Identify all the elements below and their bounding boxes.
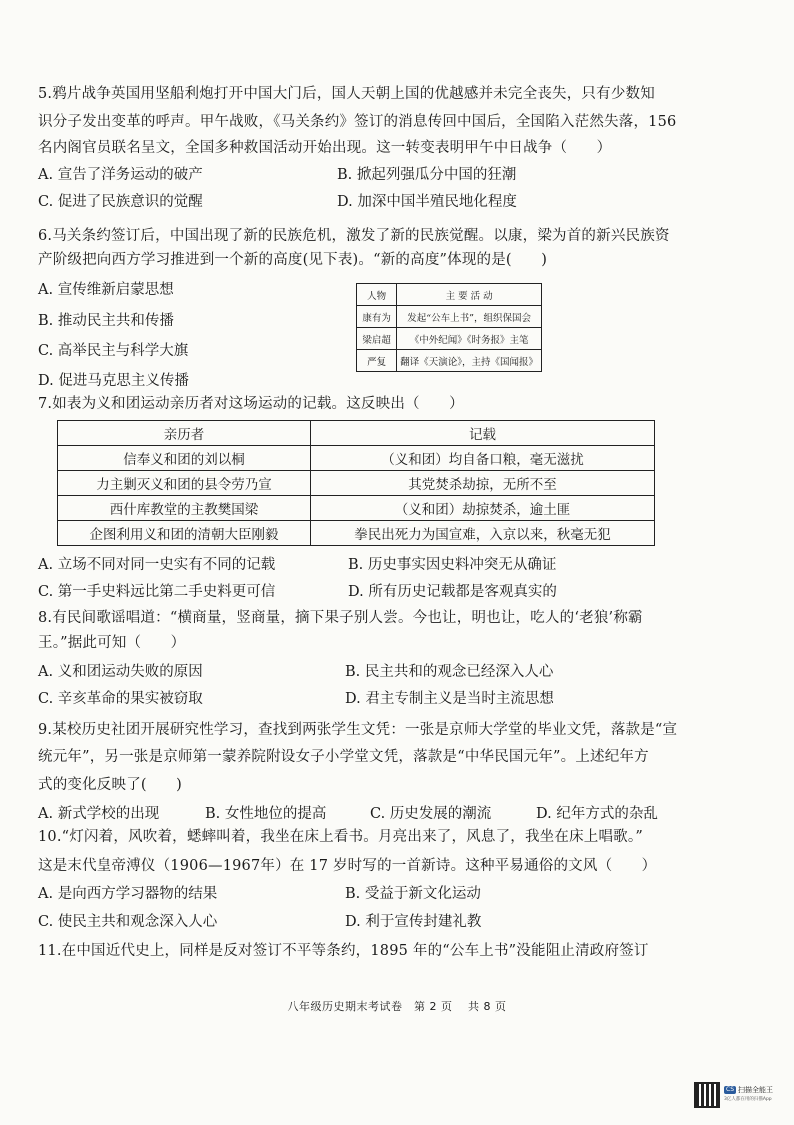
table-cell: （义和团）均自备口粮，毫无滋扰 [311,446,655,471]
q5-stem-line-2: 识分子发出变革的呼声。甲午战败，《马关条约》签订的消息传回中国后，全国陷入茫然失落，156 [38,114,677,130]
q8-option-d: D. 君主专制主义是当时主流思想 [345,691,554,707]
table-cell: （义和团）劫掠焚杀，逾土匪 [311,496,655,521]
watermark-subtitle: 3亿人都在用的扫描App [724,1097,772,1102]
table-cell: 力主剿灭义和团的县令劳乃宣 [58,471,311,496]
q8-option-b: B. 民主共和的观念已经深入人心 [345,664,554,680]
q7-option-d: D. 所有历史记载都是客观真实的 [348,584,557,600]
table-cell: 翻译《天演论》，主持《国闻报》 [397,350,542,372]
table-cell: 其党焚杀劫掠，无所不至 [311,471,655,496]
table-row [357,306,542,328]
q6-option-c: C. 高举民主与科学大旗 [38,343,189,359]
q5-option-d: D. 加深中国半殖民地化程度 [337,194,517,210]
q7-option-c: C. 第一手史料远比第二手史料更可信 [38,584,276,600]
q8-option-c: C. 辛亥革命的果实被窃取 [38,691,203,707]
q5-option-a: A. 宣告了洋务运动的破产 [38,167,203,183]
table-row [58,446,655,471]
camscanner-logo-icon: CS [726,1086,734,1093]
q6-option-a: A. 宣传维新启蒙思想 [38,282,174,298]
table-cell: 梁启超 [357,328,397,350]
q11-stem-line-1: 11.在中国近代史上，同样是反对签订不平等条约，1895 年的“公车上书”没能阻止清政府签订 [38,943,649,959]
table-row [58,471,655,496]
table-cell: 企图利用义和团的清朝大臣刚毅 [58,521,311,546]
q7-stem: 7.如表为义和团运动亲历者对这场运动的记载。这反映出（ ） [38,396,464,412]
q5-option-b: B. 掀起列强瓜分中国的狂潮 [337,167,517,183]
q10-option-c: C. 使民主共和观念深入人心 [38,914,218,930]
q7-table [57,420,655,546]
table-header-row [357,284,542,306]
watermark-brand: 扫描全能王 [738,1086,773,1094]
table-cell: 西什库教堂的主教樊国梁 [58,496,311,521]
q6-stem-line-1: 6.马关条约签订后，中国出现了新的民族危机，激发了新的民族觉醒。以康，梁为首的新兴民族资 [38,228,670,244]
q9-option-a: A. 新式学校的出现 [38,806,160,822]
q5-option-c: C. 促进了民族意识的觉醒 [38,194,203,210]
q5-stem-line-3: 名内阁官员联名呈文，全国多种救国活动开始出现。这一转变表明甲午中日战争（ ） [38,140,612,156]
q6-option-b: B. 推动民主共和传播 [38,313,174,329]
q10-option-d: D. 利于宣传封建礼教 [345,914,482,930]
table-header-cell: 亲历者 [58,421,311,446]
table-header-cell: 主 要 活 动 [397,284,542,306]
q9-stem-line-2: 统元年”，另一张是京师第一蒙养院附设女子小学堂文凭，落款是“中华民国元年”。上述纪年方 [38,749,649,765]
q10-stem-line-1: 10.“灯闪着，风吹着，蟋蟀叫着，我坐在床上看书。月亮出来了，风息了，我坐在床上唱歌。” [38,829,643,845]
q9-stem-line-1: 9.某校历史社团开展研究性学习，查找到两张学生文凭：一张是京师大学堂的毕业文凭，落款是“宣 [38,722,678,738]
table-row [58,496,655,521]
table-cell: 拳民出死力为国宣难，入京以来，秋毫无犯 [311,521,655,546]
q9-option-b: B. 女性地位的提高 [205,806,327,822]
table-header-cell: 人物 [357,284,397,306]
q10-option-a: A. 是向西方学习器物的结果 [38,886,218,902]
q8-option-a: A. 义和团运动失败的原因 [38,664,203,680]
q9-option-c: C. 历史发展的潮流 [370,806,492,822]
qr-code-icon [694,1082,720,1108]
q6-option-d: D. 促进马克思主义传播 [38,373,189,389]
q7-option-a: A. 立场不同对同一史实有不同的记载 [38,557,276,573]
q5-stem-line-1: 5.鸦片战争英国用坚船利炮打开中国大门后，国人天朝上国的优越感并未完全丧失，只有少数知 [38,86,655,102]
q8-stem-line-1: 8.有民间歌谣唱道：“横商量，竖商量，摘下果子别人尝。今也让，明也让，吃人的‘老狼’称霸 [38,610,643,626]
table-header-cell: 记载 [311,421,655,446]
q10-stem-line-2: 这是末代皇帝溥仪（1906—1967年）在 17 岁时写的一首新诗。这种平易通俗的文风（ ） [38,858,657,874]
table-row [357,350,542,372]
table-header-row [58,421,655,446]
table-row [58,521,655,546]
scanner-watermark [694,1080,786,1110]
q6-table [356,283,542,372]
table-cell: 发起“公车上书”，组织保国会 [397,306,542,328]
page-footer: 八年级历史期末考试卷 第 2 页 共 8 页 [287,1000,507,1013]
table-cell: 严复 [357,350,397,372]
table-cell: 信奉义和团的刘以桐 [58,446,311,471]
table-cell: 康有为 [357,306,397,328]
q6-stem-line-2: 产阶级把向西方学习推进到一个新的高度(见下表)。“新的高度”体现的是( ) [38,252,548,268]
q8-stem-line-2: 王。”据此可知（ ） [38,635,186,651]
q10-option-b: B. 受益于新文化运动 [345,886,481,902]
q7-option-b: B. 历史事实因史料冲突无从确证 [348,557,557,573]
table-row [357,328,542,350]
table-cell: 《中外纪闻》《时务报》主笔 [397,328,542,350]
q9-option-d: D. 纪年方式的杂乱 [536,806,658,822]
q9-stem-line-3: 式的变化反映了( ) [38,777,183,793]
